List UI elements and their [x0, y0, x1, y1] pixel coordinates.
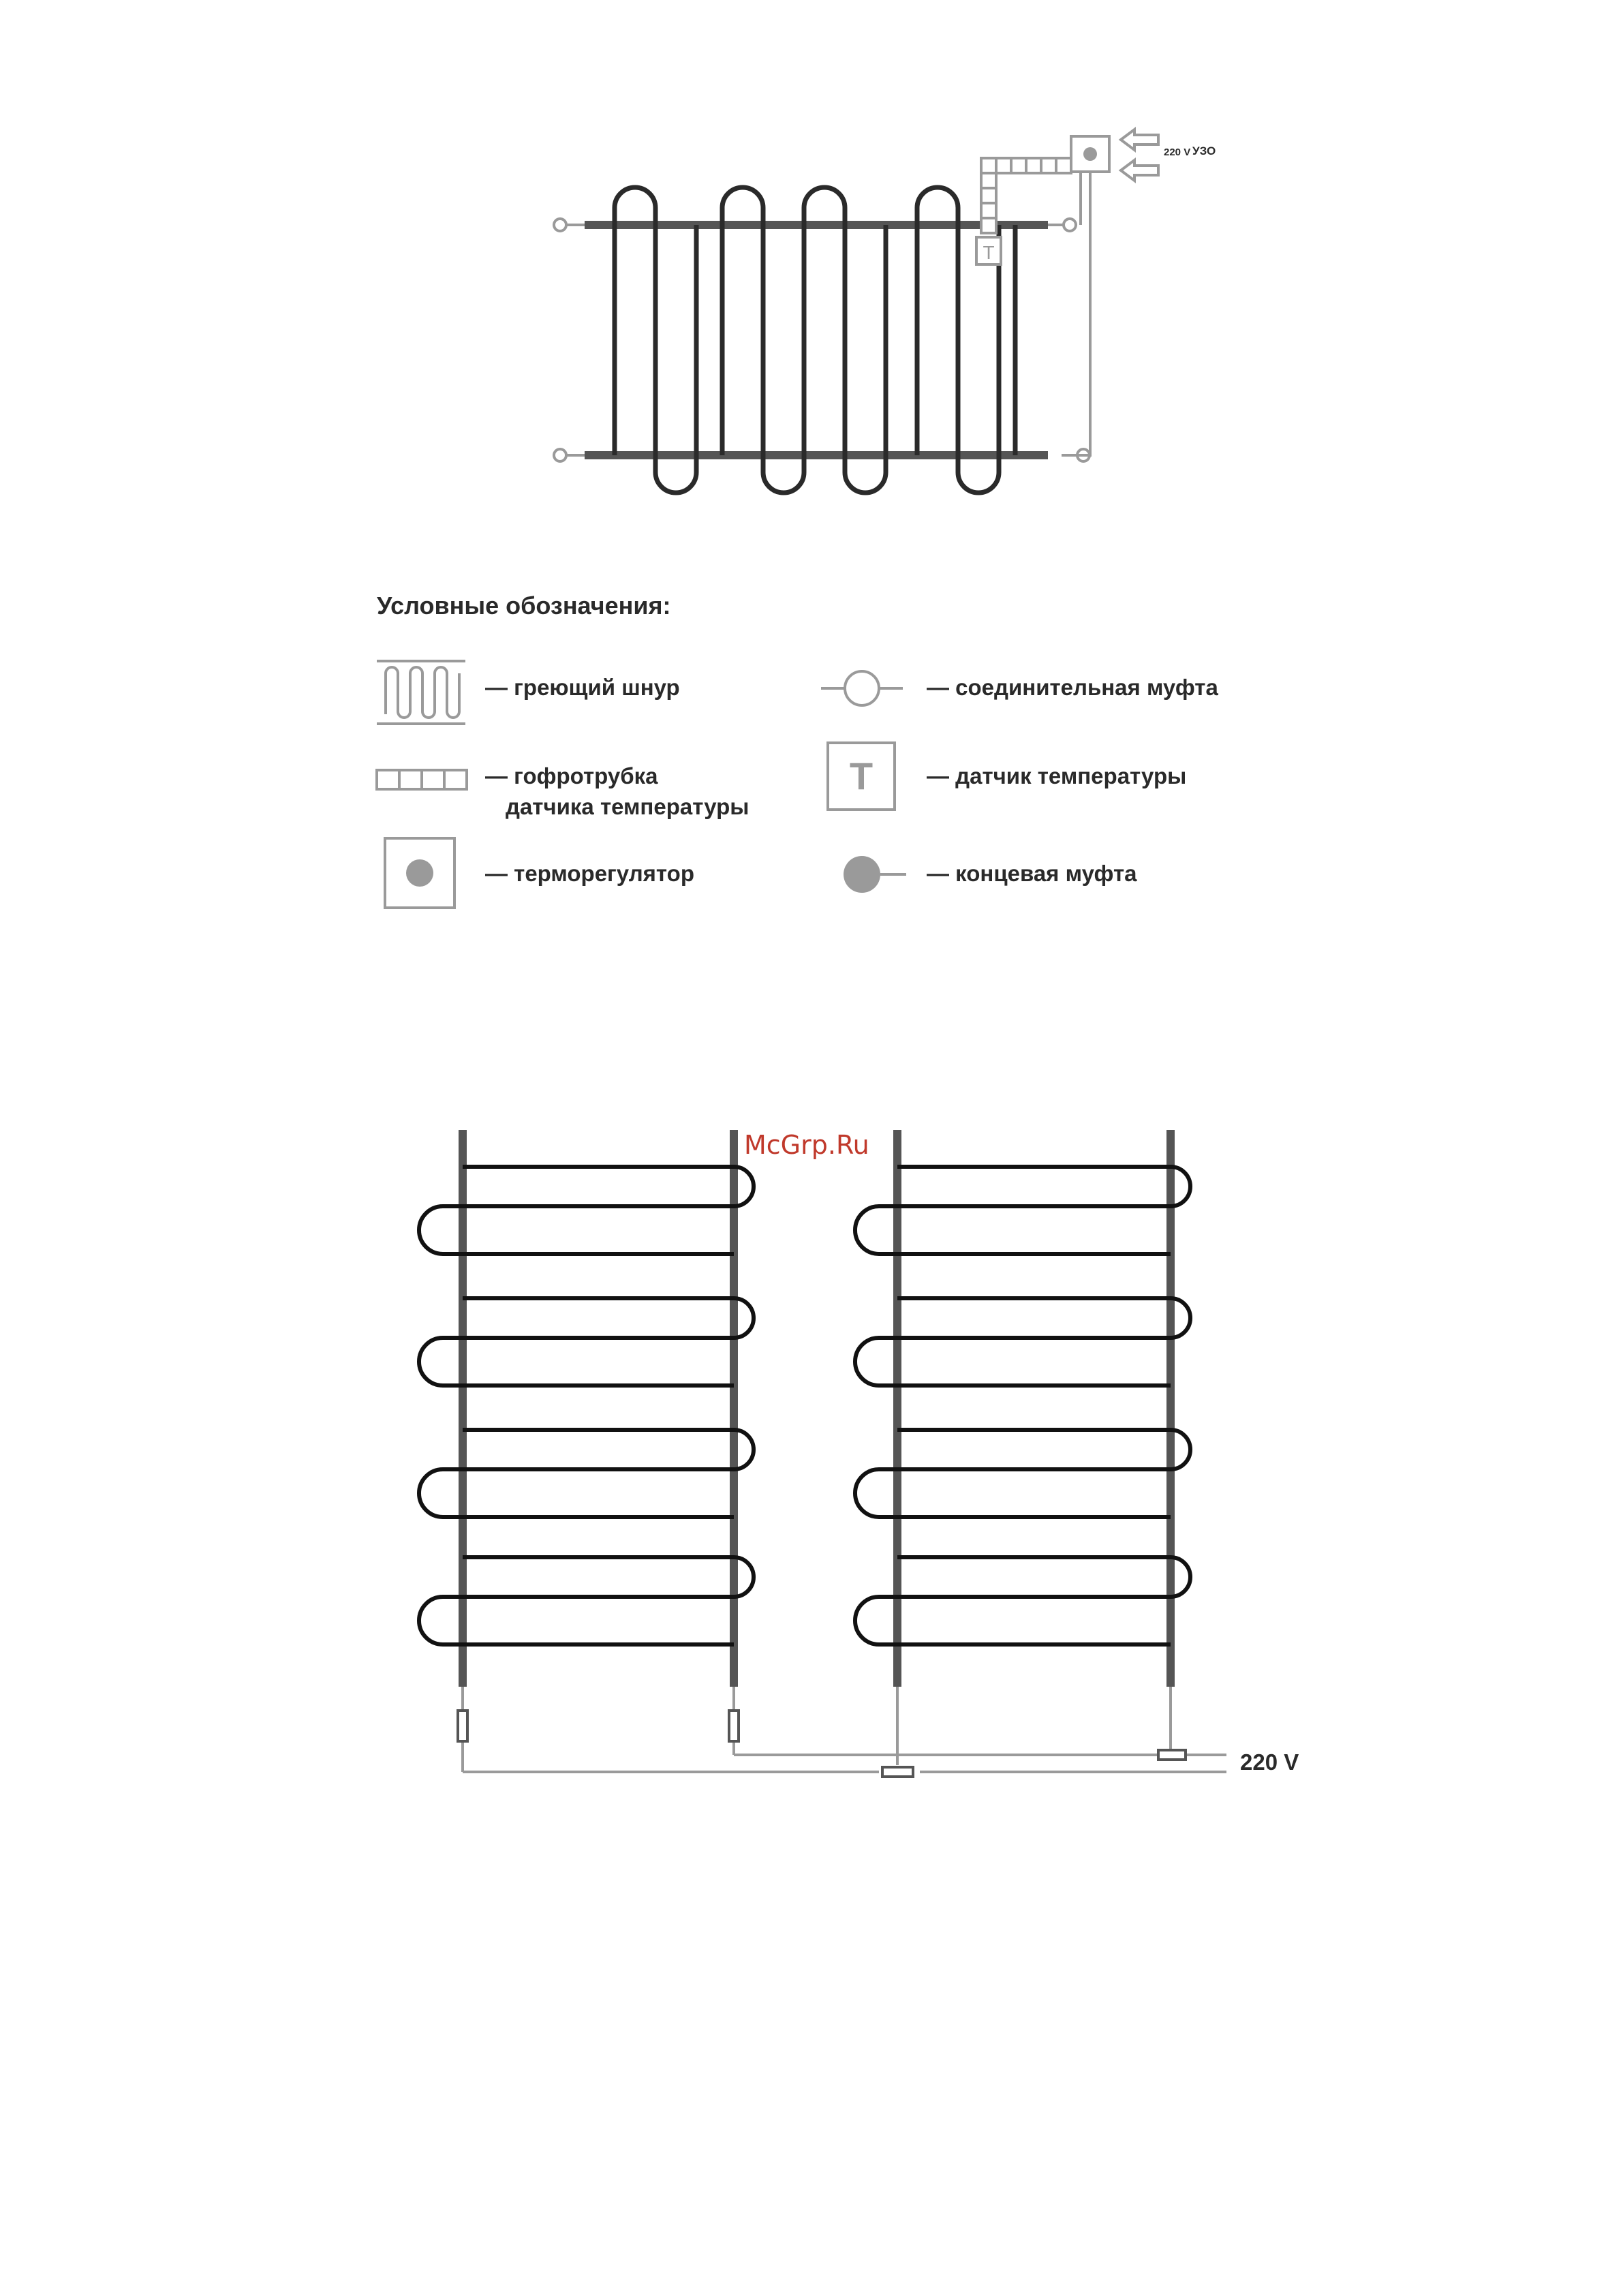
vertical-rails: [463, 1130, 1171, 1687]
connection-coupling-icon: [554, 219, 1089, 461]
coupling-icon: [458, 1711, 1186, 1777]
watermark: McGrp.Ru: [744, 1130, 869, 1160]
thermostat-dot: [1083, 147, 1097, 161]
legend-title: Условные обозначения:: [377, 592, 671, 619]
supply-wiring: [463, 1687, 1226, 1772]
end-coupling-icon: [844, 856, 906, 893]
supply-arrow-icon: [1121, 129, 1158, 181]
rcd-label: УЗО: [1192, 144, 1216, 157]
heating-cable: [615, 187, 1015, 493]
corrugated-tube-icon: [377, 770, 467, 789]
connection-coupling-legend-icon: [821, 671, 903, 705]
heating-cable-icon: [377, 661, 465, 724]
legend-corrugated-tube: — гофротрубка: [485, 763, 658, 789]
legend-temperature-sensor: — датчик температуры: [927, 763, 1187, 789]
sensor-letter: T: [983, 242, 995, 263]
supply-wire: [1077, 172, 1090, 455]
legend-thermostat: — терморегулятор: [485, 861, 694, 886]
heating-cable-serpentine: [419, 1167, 1190, 1644]
legend-connection-coupling: — соединительная муфта: [927, 675, 1218, 700]
supply-voltage-label: 220 V: [1164, 147, 1191, 158]
legend-heating-cable: — греющий шнур: [485, 675, 680, 700]
legend-corrugated-tube-line2: датчика температуры: [506, 794, 749, 819]
legend-end-coupling: — концевая муфта: [927, 861, 1137, 886]
heating-cable-runs: [696, 225, 999, 455]
top-heating-layout: [554, 129, 1158, 493]
bottom-heating-layout: [419, 1130, 1226, 1777]
sensor-icon-letter: T: [849, 754, 874, 797]
bottom-supply-voltage-label: 220 V: [1240, 1749, 1299, 1775]
